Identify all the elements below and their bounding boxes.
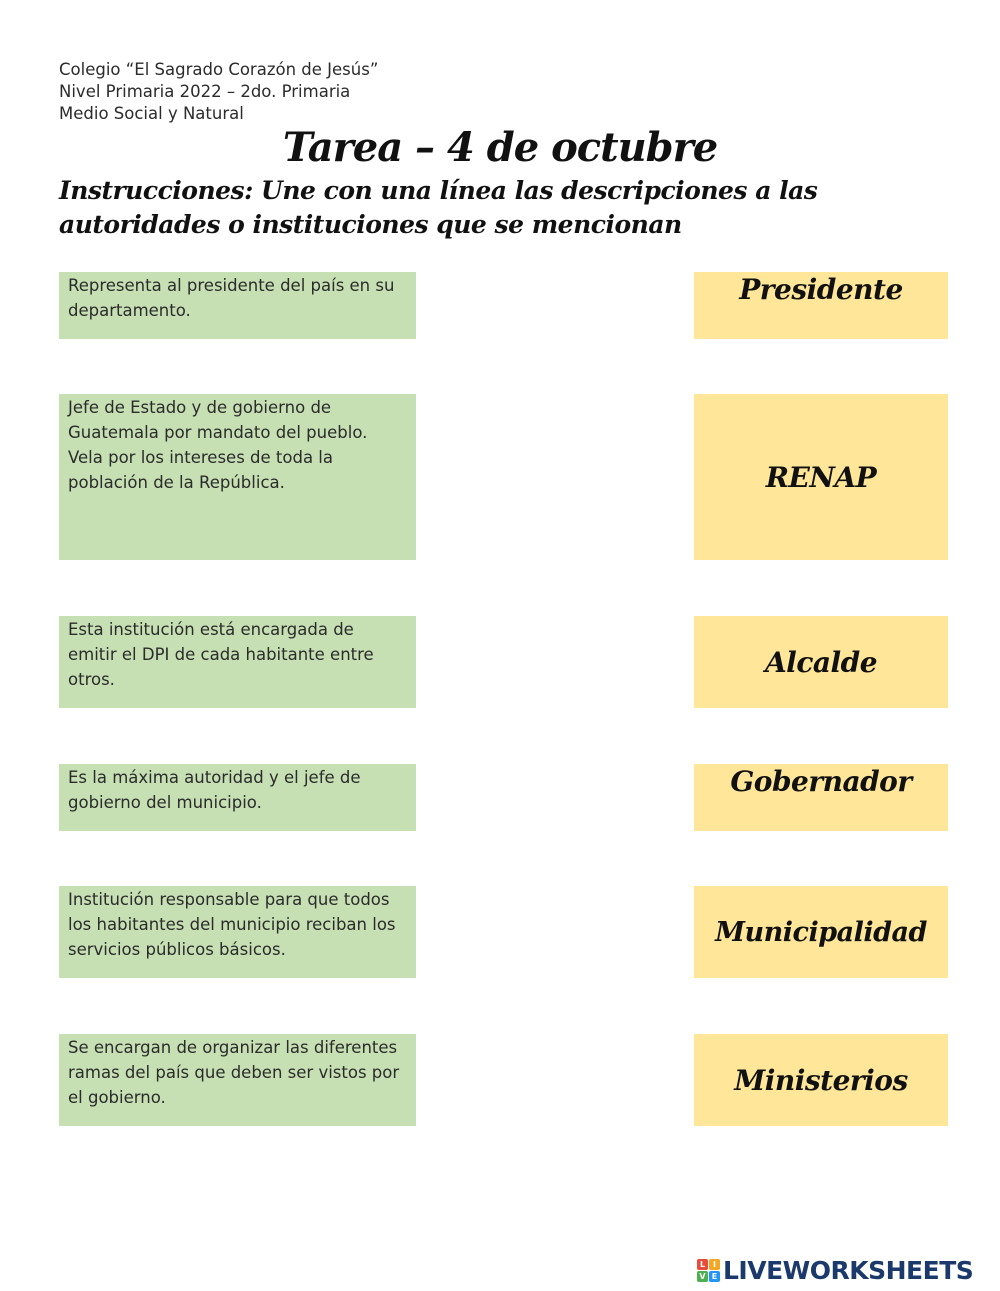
page-title: Tarea – 4 de octubre <box>282 124 718 171</box>
authority-box-alcalde[interactable] <box>694 616 948 708</box>
logo-text: LIVEWORKSHEETS <box>723 1255 974 1285</box>
authority-label: Gobernador <box>730 765 912 798</box>
instructions: Instrucciones: Une con una línea las descripciones a las autoridades o instituciones que se mencionan <box>59 176 818 239</box>
description-box[interactable]: Es la máxima autoridad y el jefe de gobierno del municipio. <box>59 764 416 831</box>
logo-badge-letter: I <box>709 1259 720 1270</box>
description-box[interactable]: Jefe de Estado y de gobierno de Guatemala por mandato del pueblo. Vela por los intereses de toda la población de la República. <box>59 394 416 560</box>
authority-box-gobernador[interactable] <box>694 764 948 831</box>
authority-label: Municipalidad <box>715 916 927 948</box>
subject-name: Medio Social y Natural <box>59 104 244 123</box>
school-name: Colegio “El Sagrado Corazón de Jesús” <box>59 60 379 79</box>
authority-box-renap[interactable] <box>694 394 948 560</box>
description-box[interactable]: Se encargan de organizar las diferentes ramas del país que deben ser vistos por el gobierno. <box>59 1034 416 1126</box>
authority-box-presidente[interactable] <box>694 272 948 339</box>
grade-level: Nivel Primaria 2022 – 2do. Primaria <box>59 82 351 101</box>
liveworksheets-logo <box>697 1256 973 1284</box>
logo-badge-letter: E <box>709 1271 720 1282</box>
authority-box-municipalidad[interactable] <box>694 886 948 978</box>
description-box[interactable]: Representa al presidente del país en su departamento. <box>59 272 416 339</box>
description-box[interactable]: Esta institución está encargada de emitir el DPI de cada habitante entre otros. <box>59 616 416 708</box>
authority-label: Presidente <box>739 273 903 306</box>
authority-label: Ministerios <box>734 1063 908 1097</box>
logo-badge-icon <box>697 1259 720 1282</box>
description-box[interactable]: Institución responsable para que todos los habitantes del municipio reciban los servicios públicos básicos. <box>59 886 416 978</box>
authority-box-ministerios[interactable] <box>694 1034 948 1126</box>
authority-label: RENAP <box>765 460 877 494</box>
logo-badge-letter: V <box>697 1271 708 1282</box>
logo-badge-letter: L <box>697 1259 708 1270</box>
authority-label: Alcalde <box>764 645 878 679</box>
